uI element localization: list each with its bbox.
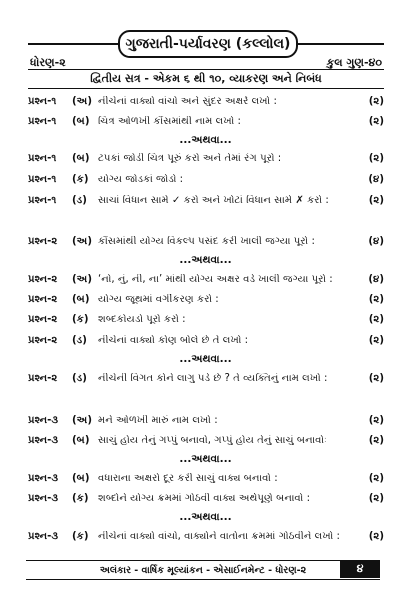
title-rule-left [28, 43, 118, 45]
or-divider: ...અથવા... [179, 453, 232, 465]
meta-row [30, 56, 382, 70]
footer-text: અલંકાર - વાર્ષિક મૂલ્યાંકન - એસાઈનમેન્ટ - ધોરણ-૨ [99, 564, 307, 576]
title-rule-right [294, 43, 384, 45]
question-row: પ્રશ્ન-૨ (ડ) નીચેની વિગત કોને લાગુ પડે છે ? તે વ્યક્તિનું નામ લખો : (૨) [28, 373, 384, 384]
question-row: પ્રશ્ન-૩ (ક) નીચેનાં વાક્યો વાંચો, વાક્યોને વાર્તાના ક્રમમાં ગોઠવીને લખો : (૨) [28, 531, 384, 542]
or-divider: ...અથવા... [179, 134, 232, 146]
divider [28, 69, 384, 70]
page-number: ૪ [340, 560, 380, 578]
question-row: પ્રશ્ન-૧ (બ) ચિત્ર ઓળખી કૌંસમાંથી નામ લખો : (૨) [28, 116, 384, 127]
divider [28, 88, 384, 89]
question-row: પ્રશ્ન-૧ (ડ) સાચાં વિધાન સામે ✓ કરો અને ખોટાં વિધાન સામે ✗ કરો : (૨) [28, 195, 384, 206]
page-title: ગુજરાતી-પર્યાવરણ (કલ્લોલ) [118, 30, 298, 58]
question-row: પ્રશ્ન-૨ (ડ) નીચેનાં વાક્યો કોણ બોલે છે તે લખો : (૨) [28, 335, 384, 346]
question-row: પ્રશ્ન-૩ (ક) શબ્દોને યોગ્ય ક્રમમાં ગોઠવી વાક્ય અર્થપૂર્ણ બનાવો : (૨) [28, 493, 384, 504]
question-row: પ્રશ્ન-૩ (બ) વધારાના અક્ષરો દૂર કરી સાચું વાક્ય બનાવો : (૨) [28, 473, 384, 484]
footer [26, 560, 380, 580]
question-row: પ્રશ્ન-૨ (બ) યોગ્ય જૂથમાં વર્ગીકરણ કરો : (૨) [28, 294, 384, 305]
question-row: પ્રશ્ન-૩ (અ) મને ઓળખી મારું નામ લખો : (૨) [28, 415, 384, 426]
or-divider: ...અથવા... [179, 353, 232, 365]
exam-heading: દ્વિતીય સત્ર - એકમ ૬ થી ૧૦, વ્યાકરણ અને નિબંધ [90, 72, 322, 85]
question-row: પ્રશ્ન-૨ (ક) શબ્દકોયડો પૂરો કરો : (૨) [28, 314, 384, 325]
question-row: પ્રશ્ન-૨ (અ) કૌંસમાંથી યોગ્ય વિકલ્પ પસંદ કરી ખાલી જગ્યા પૂરો : (૪) [28, 236, 384, 247]
grade-label: ધોરણ-૨ [30, 56, 66, 69]
question-row: પ્રશ્ન-૧ (ક) યોગ્ય જોડકાં જોડો : (૪) [28, 174, 384, 185]
question-row: પ્રશ્ન-૨ (અ) ‘નો, નું, ની, ના’ માંથી યોગ્ય અક્ષર વડે ખાલી જગ્યા પૂરો : (૪) [28, 274, 384, 285]
question-row: પ્રશ્ન-૩ (બ) સાચું હોય તેનું ગપ્પું બનાવો, ગપ્પું હોય તેનું સાચું બનાવોઃ (૨) [28, 435, 384, 446]
question-row: પ્રશ્ન-૧ (અ) નીચેનાં વાક્યો વાંચો અને સુંદર અક્ષરે લખો : (૨) [28, 96, 384, 107]
or-divider: ...અથવા... [179, 254, 232, 266]
total-marks-label: કુલ ગુણ-૪૦ [326, 56, 382, 69]
question-row: પ્રશ્ન-૧ (બ) ટપકાં જોડી ચિત્ર પૂરું કરો અને તેમાં રંગ પૂરો : (૨) [28, 153, 384, 164]
or-divider: ...અથવા... [179, 511, 232, 523]
